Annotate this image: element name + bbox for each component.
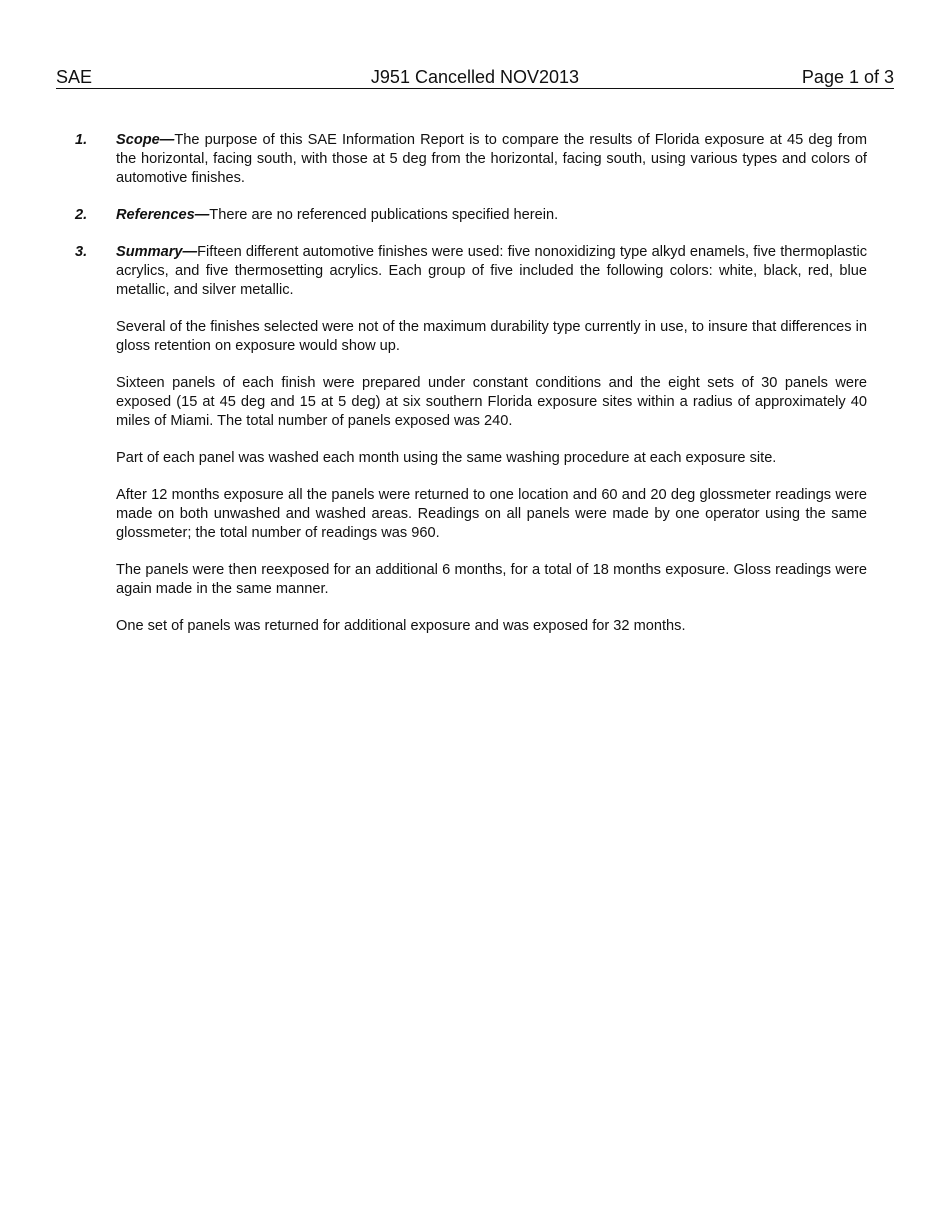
section-references [75, 206, 867, 225]
section-paragraph [116, 206, 867, 225]
header-organization: SAE [56, 67, 93, 87]
document-body [75, 131, 867, 654]
header-page-number: Page 1 of 3 [801, 67, 894, 87]
section-paragraph: The panels were then reexposed for an additional 6 months, for a total of 18 months exposure. Gloss readings were again made in the same manner. [116, 562, 867, 597]
section-paragraph [116, 243, 867, 300]
section-paragraph [116, 131, 867, 188]
section-summary [75, 243, 867, 636]
section-number: 2. [75, 207, 88, 223]
section-scope [75, 131, 867, 188]
section-heading: Scope— [116, 132, 175, 148]
header-document-id: J951 Cancelled NOV2013 [370, 67, 580, 87]
section-heading: References— [116, 207, 210, 223]
section-paragraph: Several of the finishes selected were not of the maximum durability type currently in use, to insure that differences in gloss retention on exposure would show up. [116, 319, 867, 354]
paragraph-text: There are no referenced publications specified herein. [209, 207, 559, 223]
section-paragraph: Sixteen panels of each finish were prepared under constant conditions and the eight sets of 30 panels were exposed (15 at 45 deg and 15 at 5 deg) at six southern Florida exposure sites within a radius of approximately 40 miles of Miami. The total number of panels exposed was 240. [116, 375, 867, 429]
page-header [56, 67, 894, 89]
paragraph-text: Fifteen different automotive finishes were used: five nonoxidizing type alkyd enamels, five thermoplastic acrylics, and five thermosetting acrylics. Each group of five included the following colors: white, black, red, blue metallic, and silver metallic. [116, 244, 867, 298]
section-number: 3. [75, 244, 88, 260]
section-paragraph: After 12 months exposure all the panels were returned to one location and 60 and 20 deg glossmeter readings were made on both unwashed and washed areas. Readings on all panels were made by one operator using the same glossmeter; the total number of readings was 960. [116, 487, 867, 541]
section-paragraph: Part of each panel was washed each month using the same washing procedure at each exposure site. [116, 450, 777, 466]
section-heading: Summary— [116, 244, 198, 260]
section-paragraph: One set of panels was returned for additional exposure and was exposed for 32 months. [116, 618, 686, 634]
section-number: 1. [75, 132, 88, 148]
paragraph-text: The purpose of this SAE Information Report is to compare the results of Florida exposure at 45 deg from the horizontal, facing south, with those at 5 deg from the horizontal, facing south, using various types and colors of automotive finishes. [116, 132, 867, 186]
